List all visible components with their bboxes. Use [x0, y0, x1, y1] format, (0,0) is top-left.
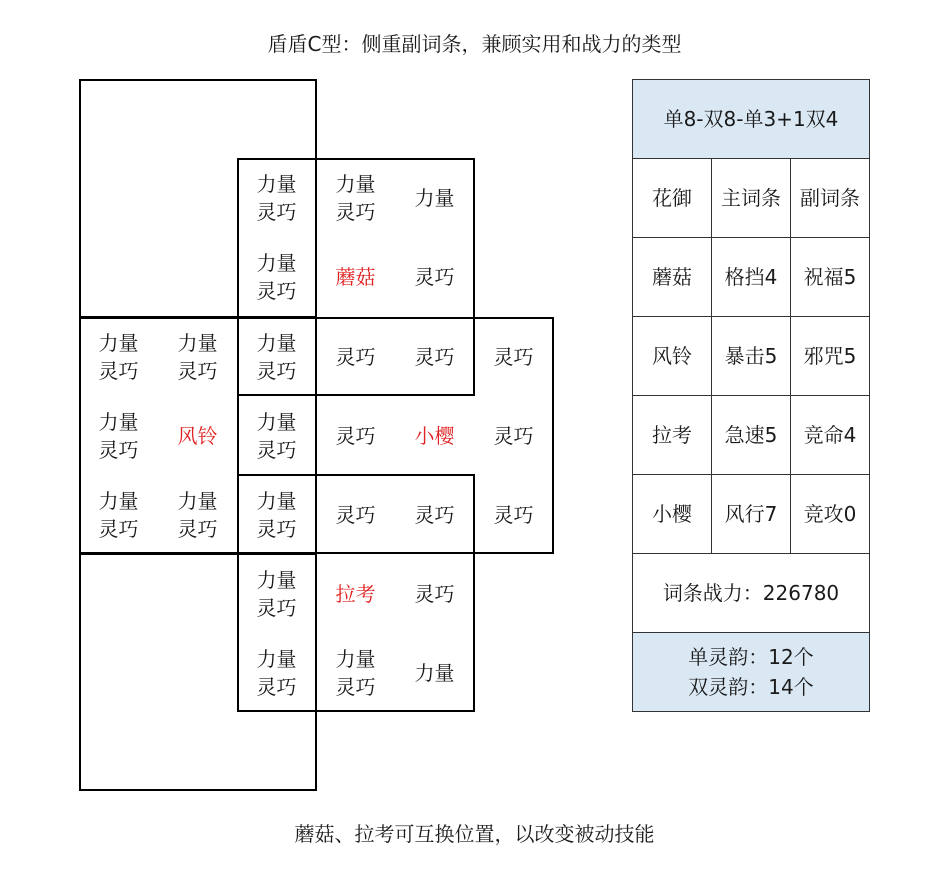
- cell-text: 力量: [256, 488, 297, 513]
- table-cell: 邪咒5: [803, 344, 857, 368]
- cell-text: 灵巧: [256, 358, 297, 383]
- socket-cell: [237, 475, 316, 554]
- socket-cell: [316, 633, 395, 712]
- cell-text: 拉考: [335, 581, 376, 606]
- socket-cell: [237, 554, 316, 633]
- single-count: 单灵韵：12个: [688, 645, 814, 669]
- table-cell: 急速5: [712, 396, 791, 474]
- cell-text: 灵巧: [256, 674, 297, 699]
- socket-cell: [237, 237, 316, 316]
- cell-text: 灵巧: [414, 502, 455, 527]
- cell-text: 灵巧: [256, 595, 297, 620]
- socket-cell: [395, 158, 474, 237]
- table-cell: 风铃: [633, 317, 712, 395]
- cell-text: 灵巧: [256, 199, 297, 224]
- table-cell: 竞命4: [803, 423, 857, 447]
- table-cell: 竞攻0: [803, 502, 857, 526]
- diagram-title: 盾盾C型：侧重副词条，兼顾实用和战力的类型: [267, 32, 682, 56]
- table-cell: 格挡4: [712, 238, 791, 316]
- cell-text: 小樱: [414, 423, 455, 448]
- cell-text: 力量: [335, 171, 376, 196]
- cell-text: 灵巧: [493, 502, 534, 527]
- table-cell: 拉考: [633, 396, 712, 474]
- column-header: 主词条: [712, 159, 791, 237]
- cell-text: 力量: [256, 330, 297, 355]
- cell-text: 灵巧: [256, 437, 297, 462]
- cell-text: 蘑菇: [335, 264, 376, 289]
- cell-text: 力量: [256, 250, 297, 275]
- table-row: [633, 238, 869, 317]
- double-count: 双灵韵：14个: [688, 675, 814, 699]
- column-header: 花御: [633, 159, 712, 237]
- socket-cell: [474, 475, 553, 554]
- socket-cell: [79, 475, 158, 554]
- table-cell: 祝福5: [803, 265, 857, 289]
- socket-cell: [395, 237, 474, 316]
- socket-cell: [79, 317, 158, 396]
- cell-text: 力量: [256, 646, 297, 671]
- socket-cell: [395, 554, 474, 633]
- table-row: [633, 317, 869, 396]
- socket-cell: [79, 396, 158, 475]
- socket-cell: [474, 317, 553, 396]
- character-cell: [395, 396, 474, 475]
- cell-text: 风铃: [177, 423, 218, 448]
- cell-text: 灵巧: [256, 516, 297, 541]
- cell-text: 力量: [256, 171, 297, 196]
- cell-text: 力量: [177, 488, 218, 513]
- table-cell: 风行7: [712, 475, 791, 553]
- cell-text: 灵巧: [414, 264, 455, 289]
- socket-cell: [158, 317, 237, 396]
- character-cell: [158, 396, 237, 475]
- socket-cell: [395, 475, 474, 554]
- cell-text: 力量: [98, 488, 139, 513]
- cell-text: 灵巧: [177, 358, 218, 383]
- cell-text: 力量: [98, 330, 139, 355]
- cell-text: 灵巧: [335, 674, 376, 699]
- cell-text: 力量: [256, 409, 297, 434]
- summary-row: [633, 633, 869, 711]
- cell-text: 灵巧: [177, 516, 218, 541]
- cell-text: 灵巧: [335, 344, 376, 369]
- cell-text: 灵巧: [98, 516, 139, 541]
- cell-text: 灵巧: [98, 358, 139, 383]
- character-cell: [316, 237, 395, 316]
- table-row: [633, 475, 869, 554]
- socket-cell: [237, 633, 316, 712]
- socket-cell: [237, 158, 316, 237]
- character-cell: [316, 554, 395, 633]
- power-value: 词条战力：226780: [662, 581, 840, 605]
- cell-text: 力量: [98, 409, 139, 434]
- cell-text: 灵巧: [414, 344, 455, 369]
- table-cell: 小樱: [633, 475, 712, 553]
- table-header: 单8-双8-单3+1双4: [663, 107, 839, 131]
- cell-text: 灵巧: [335, 423, 376, 448]
- socket-cell: [395, 317, 474, 396]
- cell-text: 灵巧: [335, 502, 376, 527]
- table-row: [633, 396, 869, 475]
- cell-text: 灵巧: [493, 423, 534, 448]
- power-row: [633, 554, 869, 633]
- cell-text: 灵巧: [98, 437, 139, 462]
- footer-note: 蘑菇、拉考可互换位置，以改变被动技能: [294, 822, 655, 846]
- cell-text: 灵巧: [493, 344, 534, 369]
- socket-cell: [474, 396, 553, 475]
- table-header-row: [633, 80, 869, 159]
- cell-text: 力量: [335, 646, 376, 671]
- socket-cell: [237, 317, 316, 396]
- cell-text: 灵巧: [256, 278, 297, 303]
- cell-text: 力量: [177, 330, 218, 355]
- socket-cell: [237, 396, 316, 475]
- cell-text: 力量: [256, 567, 297, 592]
- socket-cell: [158, 475, 237, 554]
- socket-cell: [316, 317, 395, 396]
- socket-cell: [316, 475, 395, 554]
- table-cell: 暴击5: [712, 317, 791, 395]
- cell-text: 灵巧: [335, 199, 376, 224]
- socket-cell: [316, 158, 395, 237]
- table-cell: 蘑菇: [633, 238, 712, 316]
- cell-text: 力量: [414, 185, 455, 210]
- cell-text: 力量: [414, 660, 455, 685]
- column-header: 副词条: [800, 186, 860, 210]
- table-columns-row: [633, 159, 869, 238]
- summary-cell: [633, 633, 869, 711]
- cell-text: 灵巧: [414, 581, 455, 606]
- socket-cell: [316, 396, 395, 475]
- socket-cell: [395, 633, 474, 712]
- build-table: [632, 79, 870, 712]
